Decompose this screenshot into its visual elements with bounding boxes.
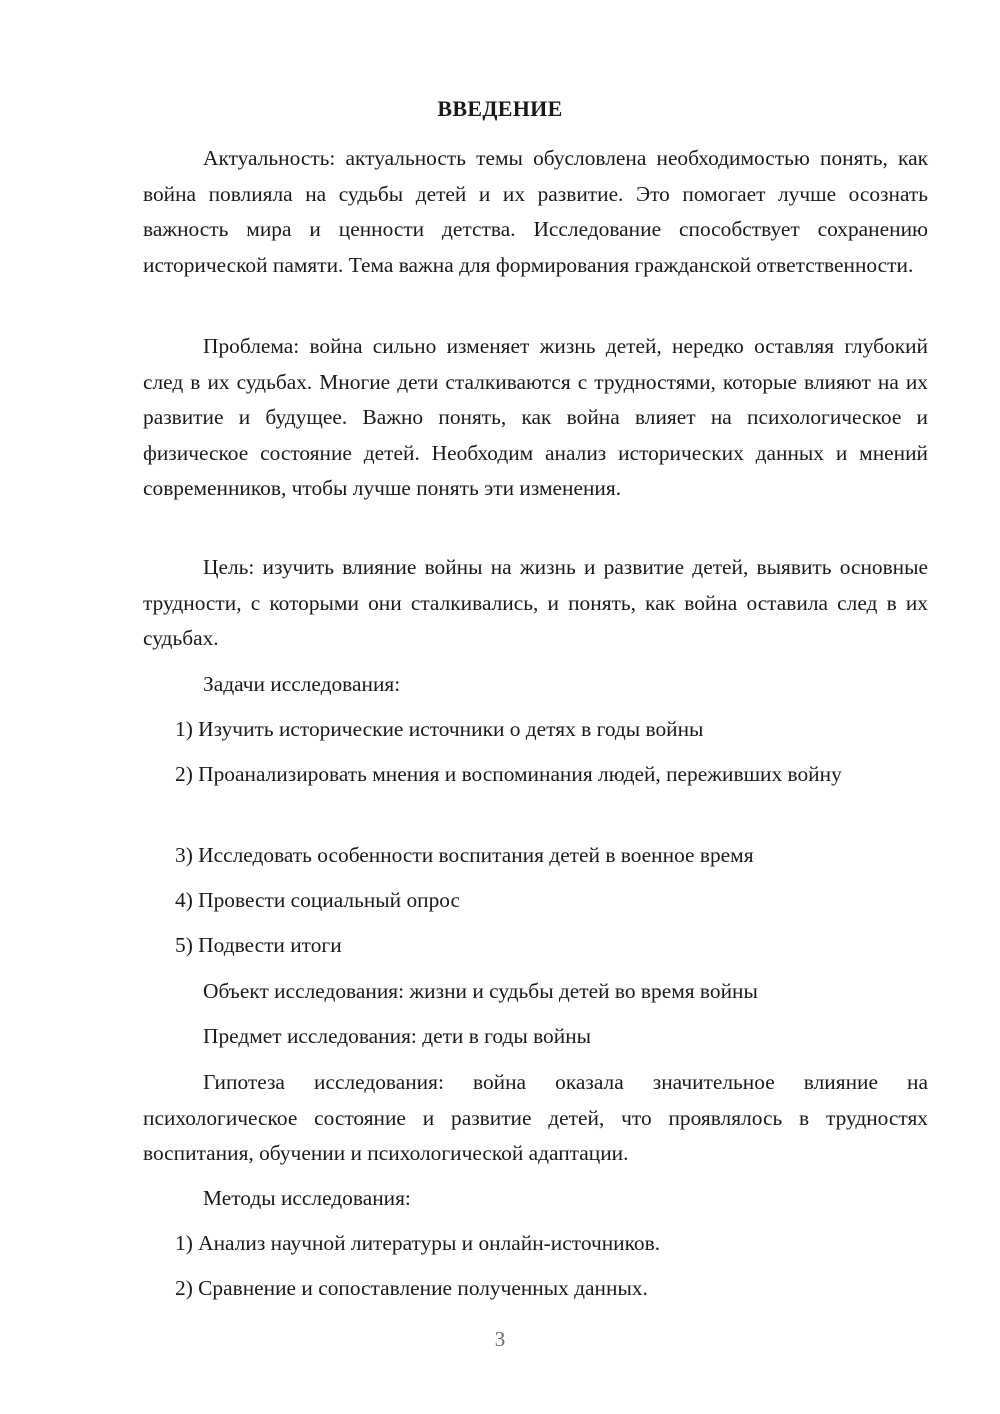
method-item: 2) Сравнение и сопоставление полученных данных. (175, 1276, 648, 1300)
page-number: 3 (494, 1327, 506, 1351)
problem-paragraph: Проблема: война сильно изменяет жизнь детей, нередко оставляя глубокий след в их судьбах. Многие дети сталкиваются с трудностями, которые влияют на их развитие и будущее. Важно понять, как война влияет на психологическое и физическое состояние детей. Необходим анализ исторических данных и мнений современников, чтобы лучше понять эти изменения. (143, 334, 928, 500)
research-subject: Предмет исследования: дети в годы войны (203, 1024, 592, 1048)
task-item: 2) Проанализировать мнения и воспоминания людей, переживших войну (175, 762, 842, 786)
hypothesis-paragraph: Гипотеза исследования: война оказала значительное влияние на психологическое состояние и развитие детей, что проявлялось в трудностях воспитания, обучении и психологической адаптации. (143, 1070, 928, 1165)
task-item: 4) Провести социальный опрос (175, 888, 461, 912)
goal-paragraph: Цель: изучить влияние войны на жизнь и развитие детей, выявить основные трудности, с которыми они сталкивались, и понять, как война оставила след в их судьбах. (143, 555, 928, 650)
relevance-paragraph: Актуальность: актуальность темы обусловлена необходимостью понять, как война повлияла на судьбы детей и их развитие. Это помогает лучше осознать важность мира и ценности детства. Исследование способствует сохранению исторической памяти. Тема важна для формирования гражданской ответственности. (143, 146, 928, 277)
method-item: 1) Анализ научной литературы и онлайн-источников. (175, 1231, 661, 1255)
page-title: ВВЕДЕНИЕ (437, 96, 563, 121)
research-object: Объект исследования: жизни и судьбы детей во время войны (203, 979, 758, 1003)
tasks-heading: Задачи исследования: (203, 672, 401, 696)
task-item: 3) Исследовать особенности воспитания детей в военное время (175, 843, 754, 867)
task-item: 1) Изучить исторические источники о детях в годы войны (175, 717, 704, 741)
task-item: 5) Подвести итоги (175, 933, 342, 957)
methods-heading: Методы исследования: (203, 1186, 411, 1210)
